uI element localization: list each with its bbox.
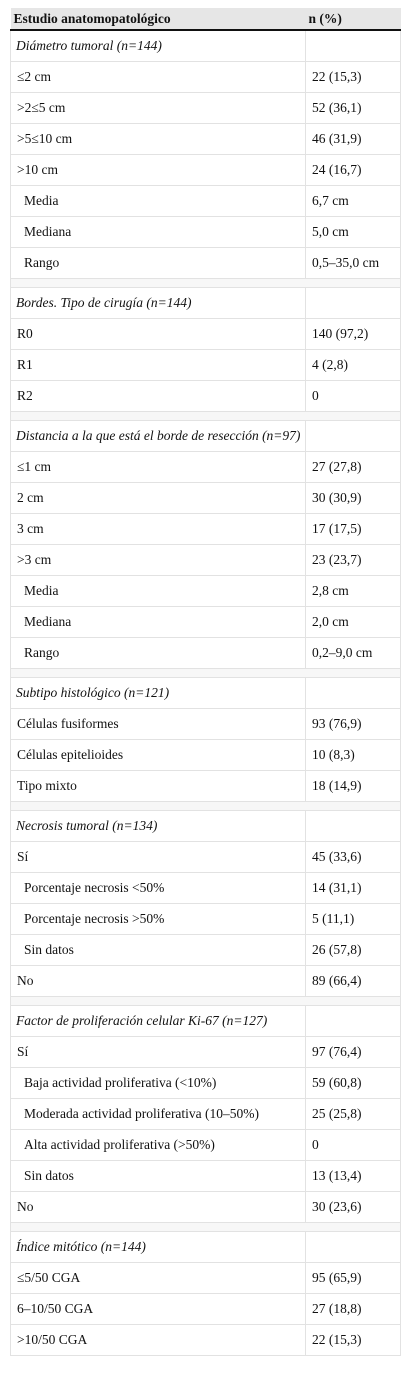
table-row (11, 576, 401, 607)
section-header-row (11, 678, 401, 709)
row-value: 0 (306, 1130, 401, 1161)
table-row (11, 1068, 401, 1099)
spacer-cell (11, 669, 401, 678)
row-value: 2,0 cm (306, 607, 401, 638)
table-row (11, 248, 401, 279)
row-value: 140 (97,2) (306, 319, 401, 350)
table-row (11, 1192, 401, 1223)
row-value: 52 (36,1) (306, 93, 401, 124)
table-row (11, 381, 401, 412)
table-row (11, 842, 401, 873)
row-value: 93 (76,9) (306, 709, 401, 740)
row-label: Rango (11, 248, 306, 279)
spacer-cell (11, 412, 401, 421)
row-label: Alta actividad proliferativa (>50%) (11, 1130, 306, 1161)
table-row (11, 607, 401, 638)
table-row (11, 319, 401, 350)
row-value: 4 (2,8) (306, 350, 401, 381)
row-label: Porcentaje necrosis <50% (11, 873, 306, 904)
row-label: Sí (11, 1037, 306, 1068)
section-title: Distancia a la que está el borde de resección (n=97) (11, 421, 306, 452)
section-header-row (11, 30, 401, 62)
row-value (306, 1006, 401, 1037)
row-value: 59 (60,8) (306, 1068, 401, 1099)
row-value: 17 (17,5) (306, 514, 401, 545)
row-label: Media (11, 186, 306, 217)
table-row (11, 452, 401, 483)
row-label: Media (11, 576, 306, 607)
row-value: 27 (27,8) (306, 452, 401, 483)
section-header-row (11, 811, 401, 842)
row-value: 22 (15,3) (306, 1325, 401, 1356)
section-title: Factor de proliferación celular Ki-67 (n=127) (11, 1006, 306, 1037)
table-row (11, 935, 401, 966)
section-title: Índice mitótico (n=144) (11, 1232, 306, 1263)
pathology-table (10, 8, 401, 1356)
section-header-row (11, 288, 401, 319)
table-row (11, 966, 401, 997)
spacer-cell (11, 997, 401, 1006)
row-value: 22 (15,3) (306, 62, 401, 93)
section-title: Subtipo histológico (n=121) (11, 678, 306, 709)
row-value (306, 1232, 401, 1263)
row-label: Células epitelioides (11, 740, 306, 771)
row-value: 18 (14,9) (306, 771, 401, 802)
row-value: 26 (57,8) (306, 935, 401, 966)
table-body (11, 30, 401, 1356)
row-label: >10 cm (11, 155, 306, 186)
row-label: Tipo mixto (11, 771, 306, 802)
row-label: >5≤10 cm (11, 124, 306, 155)
row-label: Baja actividad proliferativa (<10%) (11, 1068, 306, 1099)
row-label: ≤1 cm (11, 452, 306, 483)
table-row (11, 904, 401, 935)
row-label: Células fusiformes (11, 709, 306, 740)
row-value: 25 (25,8) (306, 1099, 401, 1130)
row-label: ≤2 cm (11, 62, 306, 93)
row-label: >10/50 CGA (11, 1325, 306, 1356)
row-value: 45 (33,6) (306, 842, 401, 873)
table-row (11, 93, 401, 124)
row-label: R2 (11, 381, 306, 412)
row-value: 6,7 cm (306, 186, 401, 217)
table-row (11, 771, 401, 802)
section-header-row (11, 1232, 401, 1263)
row-label: >3 cm (11, 545, 306, 576)
row-value: 0,2–9,0 cm (306, 638, 401, 669)
section-header-row (11, 1006, 401, 1037)
row-value: 89 (66,4) (306, 966, 401, 997)
spacer-cell (11, 1223, 401, 1232)
table-row (11, 740, 401, 771)
table-row (11, 350, 401, 381)
row-value (306, 288, 401, 319)
row-label: Mediana (11, 217, 306, 248)
table-row (11, 1130, 401, 1161)
row-label: No (11, 966, 306, 997)
row-label: Sin datos (11, 1161, 306, 1192)
table-row (11, 514, 401, 545)
table-row (11, 873, 401, 904)
row-value: 95 (65,9) (306, 1263, 401, 1294)
spacer-row (11, 997, 401, 1006)
table-row (11, 62, 401, 93)
spacer-cell (11, 279, 401, 288)
table-row (11, 124, 401, 155)
spacer-cell (11, 802, 401, 811)
spacer-row (11, 802, 401, 811)
row-label: Mediana (11, 607, 306, 638)
row-value: 0 (306, 381, 401, 412)
row-value: 2,8 cm (306, 576, 401, 607)
table-row (11, 483, 401, 514)
row-value: 13 (13,4) (306, 1161, 401, 1192)
row-value: 23 (23,7) (306, 545, 401, 576)
row-value: 14 (31,1) (306, 873, 401, 904)
table-row (11, 1099, 401, 1130)
spacer-row (11, 669, 401, 678)
table-row (11, 217, 401, 248)
row-value: 46 (31,9) (306, 124, 401, 155)
row-value: 5 (11,1) (306, 904, 401, 935)
table-header-row (11, 8, 401, 30)
section-title: Necrosis tumoral (n=134) (11, 811, 306, 842)
row-value (306, 30, 401, 62)
row-label: Porcentaje necrosis >50% (11, 904, 306, 935)
table-row (11, 1037, 401, 1068)
table-row (11, 1294, 401, 1325)
row-label: 6–10/50 CGA (11, 1294, 306, 1325)
row-label: Rango (11, 638, 306, 669)
row-value: 0,5–35,0 cm (306, 248, 401, 279)
table-row (11, 638, 401, 669)
header-study: Estudio anatomopatológico (11, 8, 306, 30)
section-title: Bordes. Tipo de cirugía (n=144) (11, 288, 306, 319)
section-header-row (11, 421, 401, 452)
row-value (306, 811, 401, 842)
row-label: R1 (11, 350, 306, 381)
spacer-row (11, 1223, 401, 1232)
row-value: 30 (23,6) (306, 1192, 401, 1223)
row-value (306, 678, 401, 709)
row-value (306, 421, 401, 452)
table-row (11, 1325, 401, 1356)
section-title: Diámetro tumoral (n=144) (11, 30, 306, 62)
row-label: Sí (11, 842, 306, 873)
row-value: 27 (18,8) (306, 1294, 401, 1325)
table-row (11, 709, 401, 740)
row-label: No (11, 1192, 306, 1223)
row-value: 10 (8,3) (306, 740, 401, 771)
table-row (11, 1161, 401, 1192)
table-row (11, 186, 401, 217)
table-row (11, 155, 401, 186)
row-label: Moderada actividad proliferativa (10–50%) (11, 1099, 306, 1130)
row-label: R0 (11, 319, 306, 350)
row-label: 2 cm (11, 483, 306, 514)
header-n-percent: n (%) (306, 8, 401, 30)
row-label: Sin datos (11, 935, 306, 966)
row-label: ≤5/50 CGA (11, 1263, 306, 1294)
table-row (11, 545, 401, 576)
row-value: 97 (76,4) (306, 1037, 401, 1068)
spacer-row (11, 412, 401, 421)
spacer-row (11, 279, 401, 288)
row-value: 30 (30,9) (306, 483, 401, 514)
row-value: 5,0 cm (306, 217, 401, 248)
row-label: 3 cm (11, 514, 306, 545)
table-row (11, 1263, 401, 1294)
row-value: 24 (16,7) (306, 155, 401, 186)
row-label: >2≤5 cm (11, 93, 306, 124)
